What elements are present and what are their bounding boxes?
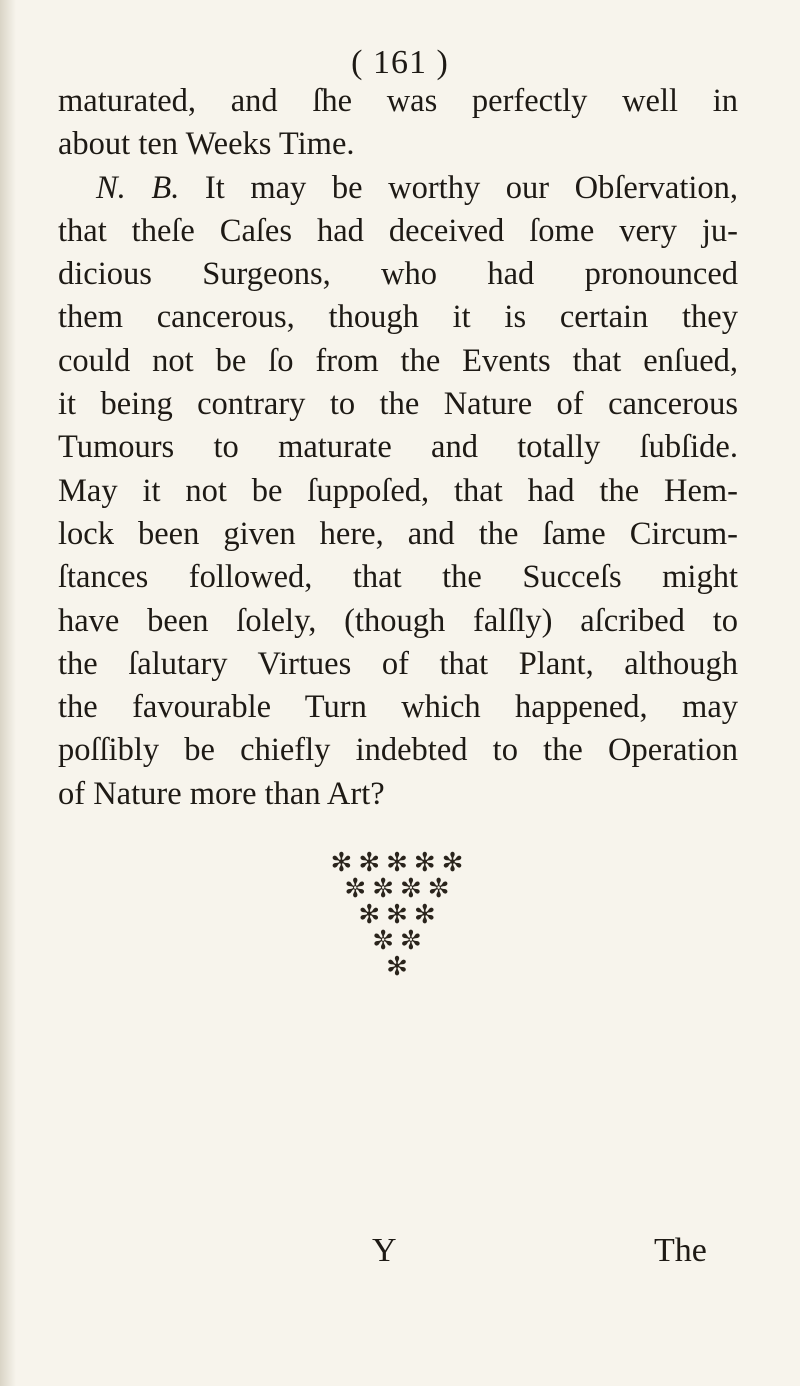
text-line: them cancerous, though it is certain they: [58, 299, 738, 336]
text-line: that theſe Caſes had deceived ſome very ju-: [58, 212, 738, 249]
text-line: could not be ſo from the Events that enſued,: [58, 342, 738, 379]
text-line-nb: [58, 167, 738, 210]
text-line: the ſalutary Virtues of that Plant, although: [58, 645, 738, 682]
text-line: poſſibly be chiefly indebted to the Operation: [58, 732, 738, 769]
nb-text: It may be worthy our Obſervation,: [179, 169, 739, 206]
text-line: it being contrary to the Nature of cancerous: [58, 386, 738, 423]
text-line: dicious Surgeons, who had pronounced: [58, 256, 738, 293]
text-line: maturated, and ſhe was perfectly well in: [58, 83, 738, 119]
page-gutter-shadow: [0, 0, 16, 1386]
decorative-ornament: [0, 850, 800, 980]
text-line: Tumours to maturate and totally ſubſide.: [58, 429, 738, 466]
page-number: ( 161 ): [351, 44, 449, 81]
text-line: ſtances followed, that the Succeſs might: [58, 559, 738, 596]
text-line: the favourable Turn which happened, may: [58, 689, 738, 726]
text-line: of Nature more than Art?: [58, 775, 385, 812]
body-text: [58, 80, 738, 816]
page-footer: [0, 1232, 800, 1282]
ornament-row: ✼✼: [372, 926, 428, 956]
text-line: lock been given here, and the ſame Circum-: [58, 515, 738, 552]
ornament-row: ✻: [386, 952, 414, 982]
signature-mark: Y: [372, 1232, 397, 1269]
ornament-row: ✻✻✻: [358, 900, 442, 930]
ornament-row: ✼✼✼✼: [344, 874, 456, 904]
nb-label: N. B.: [96, 169, 180, 206]
text-line: about ten Weeks Time.: [58, 126, 355, 163]
catchword: The: [654, 1232, 707, 1269]
text-line: have been ſolely, (though falſly) aſcribed to: [58, 602, 738, 639]
ornament-row: ✻✻✻✻✻: [330, 848, 470, 878]
text-line: May it not be ſuppoſed, that had the Hem-: [58, 472, 738, 509]
